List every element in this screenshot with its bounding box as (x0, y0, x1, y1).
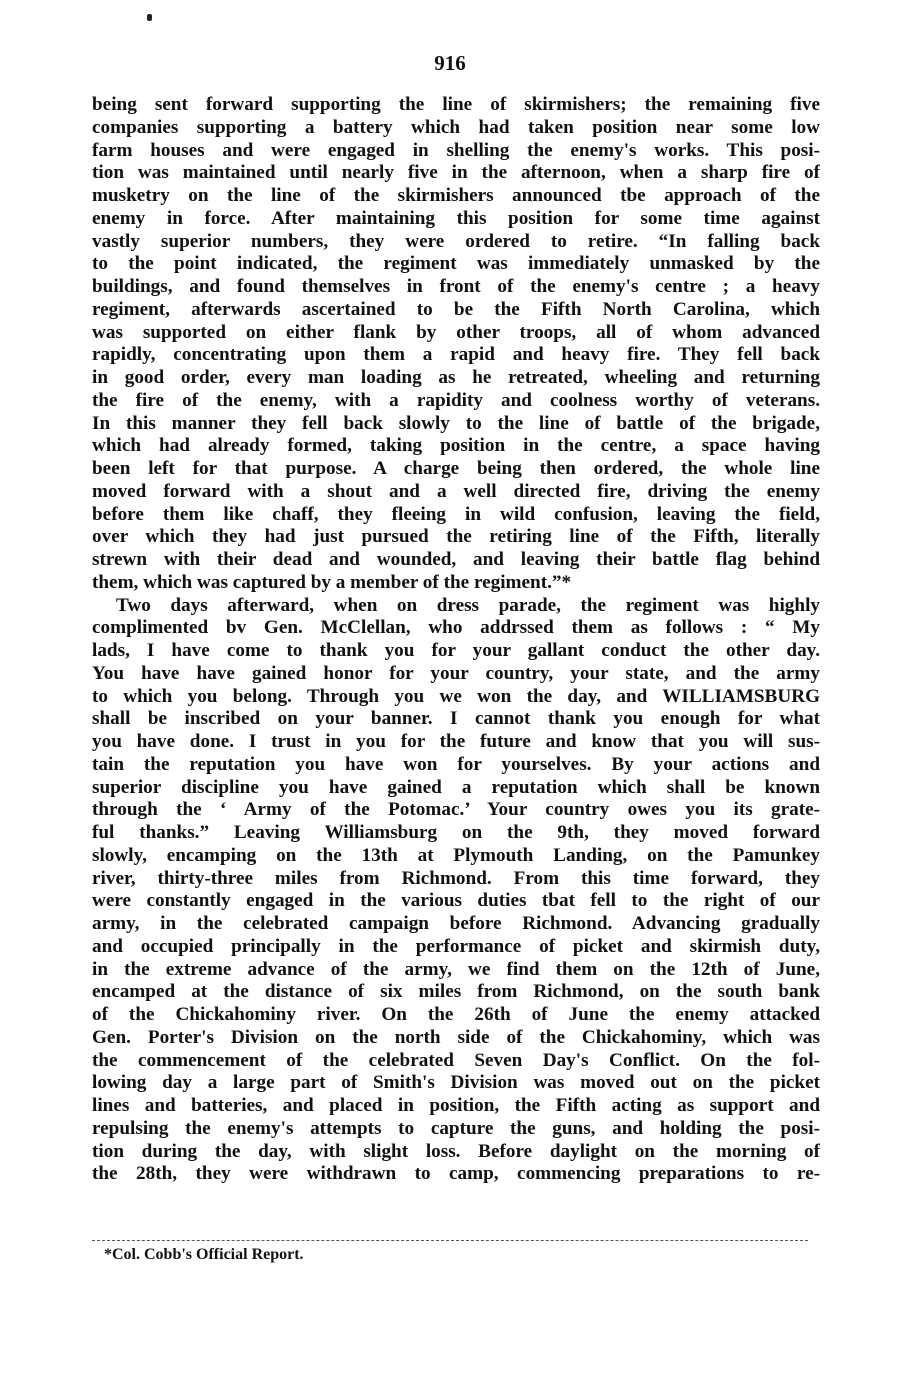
page-number: 916 (434, 51, 466, 75)
text-line: Gen. Porter's Division on the north side of the Chickahominy, which was (92, 1026, 820, 1048)
text-line: regiment, afterwards ascertained to be the Fifth North Carolina, which (92, 298, 820, 320)
text-line: lads, I have come to thank you for your gallant conduct the other day. (92, 640, 820, 661)
text-line: them, which was captured by a member of the regiment.”* (92, 571, 572, 593)
body-text (92, 94, 820, 1186)
text-line: you have done. I trust in you for the future and know that you will sus- (92, 731, 820, 752)
text-line: repulsing the enemy's attempts to capture the guns, and holding the posi- (92, 1117, 820, 1139)
text-line: army, in the celebrated campaign before Richmond. Advancing gradually (92, 913, 820, 934)
text-line: through the ‘ Army of the Potomac.’ Your country owes you its grate- (92, 799, 820, 821)
text-line: ful thanks.” Leaving Williamsburg on the 9th, they moved forward (92, 822, 820, 843)
text-line: were constantly engaged in the various duties tbat fell to the right of our (92, 890, 820, 912)
text-line: was supported on either flank by other troops, all of whom advanced (92, 321, 820, 343)
text-line: and occupied principally in the performance of picket and skirmish duty, (92, 935, 820, 957)
text-line: which had already formed, taking position in the centre, a space having (92, 435, 820, 457)
text-line: lines and batteries, and placed in position, the Fifth acting as support and (92, 1095, 820, 1116)
footnote-rule (92, 1240, 808, 1241)
text-line: in the extreme advance of the army, we find them on the 12th of June, (92, 958, 820, 980)
text-line: tion during the day, with slight loss. Before daylight on the morning of (92, 1140, 820, 1162)
text-line: rapidly, concentrating upon them a rapid and heavy fire. They fell back (92, 344, 820, 366)
text-line: tain the reputation you have won for yourselves. By your actions and (92, 753, 820, 775)
text-line: farm houses and were engaged in shelling the enemy's works. This posi- (92, 139, 820, 161)
text-line: shall be inscribed on your banner. I cannot thank you enough for what (92, 708, 820, 730)
text-line: to the point indicated, the regiment was immediately unmasked by the (92, 253, 820, 275)
text-line: of the Chickahominy river. On the 26th of June the enemy attacked (92, 1004, 820, 1025)
text-line: enemy in force. After maintaining this position for some time against (92, 207, 820, 229)
text-line: been left for that purpose. A charge being then ordered, the whole line (92, 458, 820, 479)
text-line: encamped at the distance of six miles from Richmond, on the south bank (92, 981, 820, 1003)
text-line: musketry on the line of the skirmishers announced tbe approach of the (92, 185, 820, 206)
ink-speck (147, 14, 152, 21)
text-line: superior discipline you have gained a reputation which shall be known (92, 776, 820, 798)
text-line: vastly superior numbers, they were ordered to retire. “In falling back (92, 230, 820, 252)
text-line: Two days afterward, when on dress parade, the regiment was highly (116, 594, 820, 616)
text-line: tion was maintained until nearly five in the afternoon, when a sharp fire of (92, 162, 820, 184)
text-line: buildings, and found themselves in front of the enemy's centre ; a heavy (92, 276, 820, 297)
text-line: being sent forward supporting the line of skirmishers; the remaining five (92, 94, 820, 115)
text-line: lowing day a large part of Smith's Division was moved out on the picket (92, 1072, 820, 1094)
text-line: You have have gained honor for your country, your state, and the army (92, 662, 820, 684)
text-line: to which you belong. Through you we won the day, and WILLIAMSBURG (92, 685, 820, 707)
text-line: slowly, encamping on the 13th at Plymouth Landing, on the Pamunkey (92, 844, 820, 866)
text-line: complimented bv Gen. McClellan, who addrssed them as follows : “ My (92, 617, 820, 639)
text-line: moved forward with a shout and a well directed fire, driving the enemy (92, 480, 820, 502)
text-line: the 28th, they were withdrawn to camp, commencing preparations to re- (92, 1163, 820, 1185)
text-line: river, thirty-three miles from Richmond. From this time forward, they (92, 867, 820, 889)
text-line: in good order, every man loading as he retreated, wheeling and returning (92, 367, 820, 388)
text-line: the commencement of the celebrated Seven Day's Conflict. On the fol- (92, 1049, 820, 1071)
text-line: strewn with their dead and wounded, and leaving their battle flag behind (92, 549, 820, 570)
text-line: the fire of the enemy, with a rapidity and coolness worthy of veterans. (92, 389, 820, 411)
text-line: companies supporting a battery which had taken position near some low (92, 116, 820, 138)
text-line: In this manner they fell back slowly to the line of battle of the brigade, (92, 412, 820, 434)
text-line: before them like chaff, they fleeing in wild confusion, leaving the field, (92, 503, 820, 525)
footnote: *Col. Cobb's Official Report. (104, 1246, 304, 1263)
text-line: over which they had just pursued the retiring line of the Fifth, literally (92, 526, 820, 548)
